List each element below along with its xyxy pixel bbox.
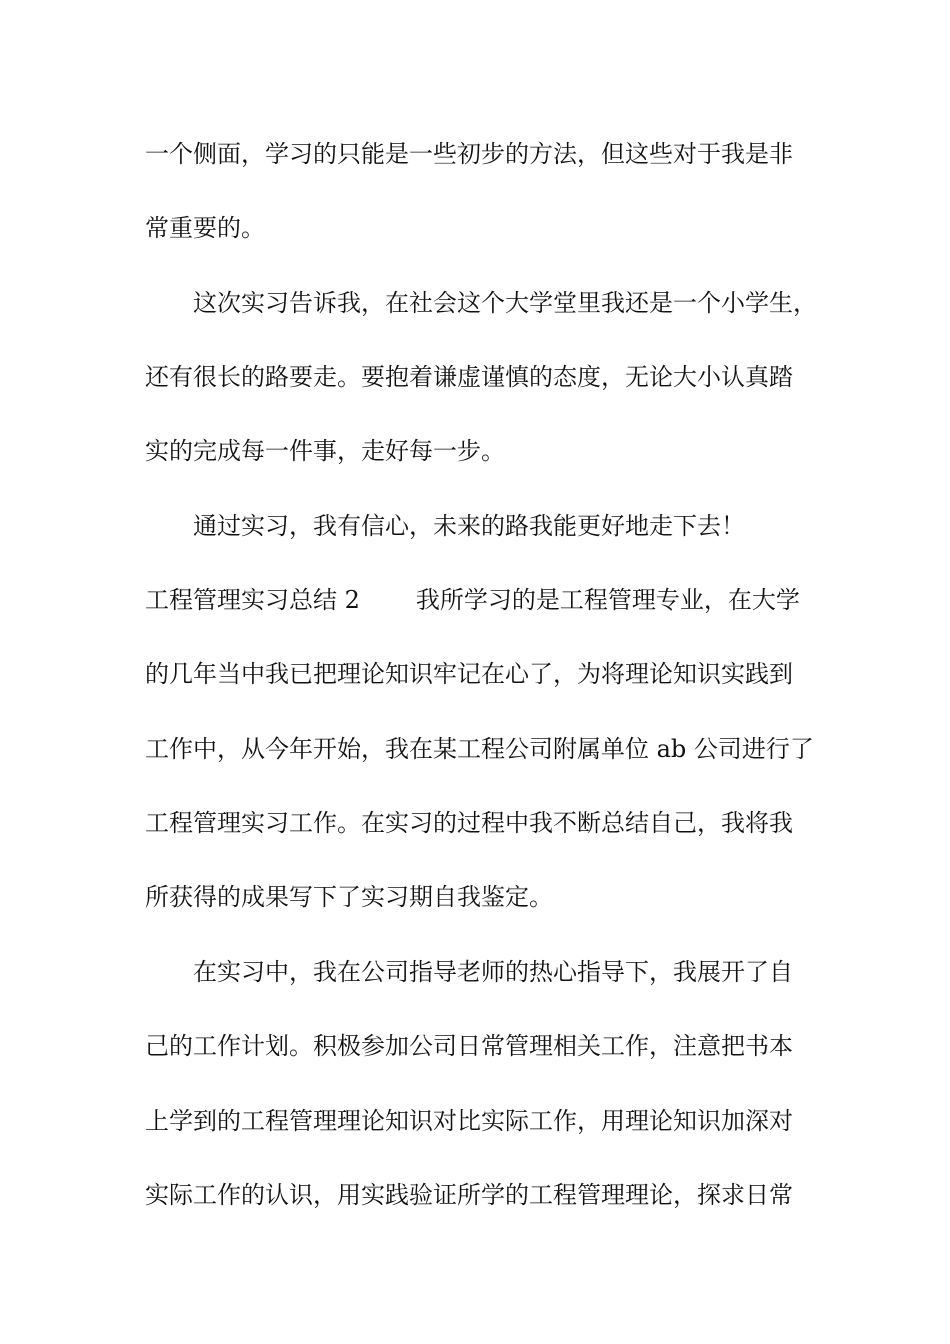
text-line: 在实习中，我在公司指导老师的热心指导下，我展开了自: [193, 958, 793, 986]
text-line: 工作中，从今年开始，我在某工程公司附属单位 ab 公司进行了: [145, 735, 814, 763]
section-first-line: 我所学习的是工程管理专业，在大学: [415, 586, 800, 614]
text-line: 实际工作的认识，用实践验证所学的工程管理理论，探求日常: [145, 1181, 793, 1209]
text-line: 的几年当中我已把理论知识牢记在心了，为将理论知识实践到: [145, 660, 793, 688]
text-line: 所获得的成果写下了实习期自我鉴定。: [145, 883, 553, 911]
section-heading-line: [145, 585, 825, 615]
text-line: 常重要的。: [145, 214, 265, 242]
text-line: 通过实习，我有信心，未来的路我能更好地走下去！: [193, 512, 745, 540]
text-line: 工程管理实习工作。在实习的过程中我不断总结自己，我将我: [145, 809, 793, 837]
text-line: 实的完成每一件事，走好每一步。: [145, 437, 505, 465]
text-line: 还有很长的路要走。要抱着谦虚谨慎的态度，无论大小认真踏: [145, 363, 793, 391]
section-title: 工程管理实习总结 2: [145, 586, 360, 614]
text-line: 一个侧面，学习的只能是一些初步的方法，但这些对于我是非: [145, 140, 793, 168]
text-line: 上学到的工程管理理论知识对比实际工作，用理论知识加深对: [145, 1107, 793, 1135]
text-line: 这次实习告诉我，在社会这个大学堂里我还是一个小学生，: [193, 289, 817, 317]
text-line: 己的工作计划。积极参加公司日常管理相关工作，注意把书本: [145, 1032, 793, 1060]
